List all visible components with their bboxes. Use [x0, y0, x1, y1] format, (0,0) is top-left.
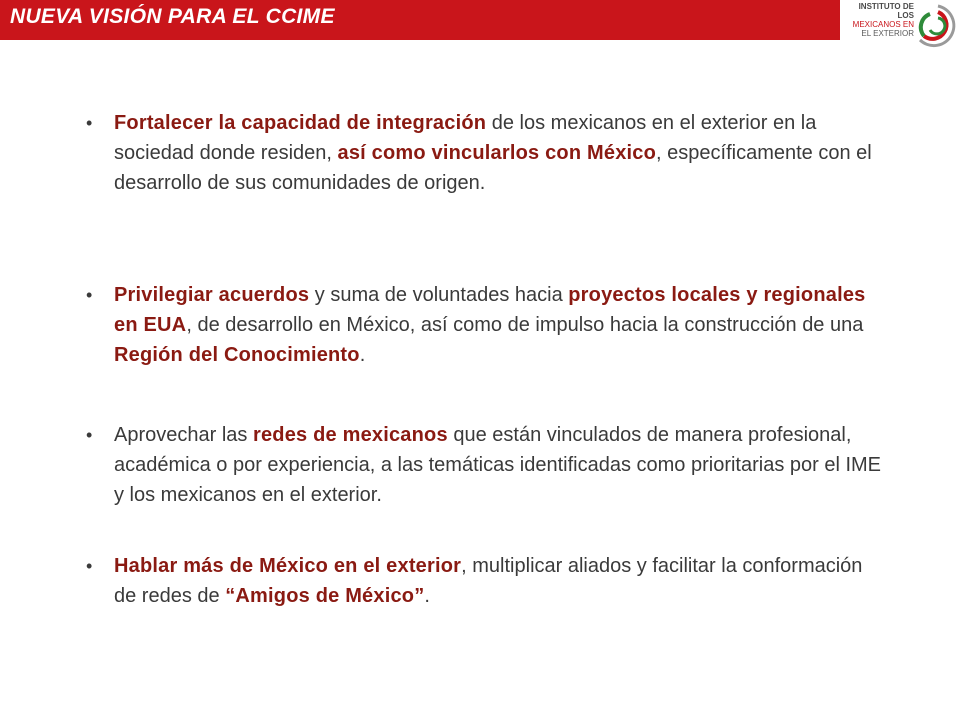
- logo-line-3: EL EXTERIOR: [861, 29, 914, 38]
- bullet-text: Aprovechar las redes de mexicanos que están vinculados de manera profesional, académica o por experiencia, a las temáticas identificadas como prioritarias por el IME y los mexicanos en el exterior.: [114, 424, 882, 506]
- logo-emblem-icon: [916, 0, 960, 56]
- logo-line-2: MEXICANOS EN: [852, 20, 914, 29]
- logo-line-1: INSTITUTO DE LOS: [858, 2, 914, 20]
- bullet-marker: •: [86, 556, 93, 576]
- bullet-text: Fortalecer la capacidad de integración de los mexicanos en el exterior en la sociedad donde residen, así como vincularlos con México, específicamente con el desarrollo de sus comunidades de origen.: [114, 112, 872, 194]
- bullet-text: Hablar más de México en el exterior, multiplicar aliados y facilitar la conformación de redes de “Amigos de México”.: [114, 555, 863, 607]
- title-bar: [0, 0, 840, 40]
- bullet-marker: •: [86, 425, 93, 445]
- bullet-marker: •: [86, 113, 93, 133]
- logo-text: [844, 2, 914, 38]
- page-title: NUEVA VISIÓN PARA EL CCIME: [10, 5, 335, 28]
- bullet-text: Privilegiar acuerdos y suma de voluntades hacia proyectos locales y regionales en EUA, de desarrollo en México, así como de impulso hacia la construcción de una Región del Conocimiento.: [114, 284, 866, 366]
- bullet-marker: •: [86, 285, 93, 305]
- ime-logo: [842, 0, 960, 60]
